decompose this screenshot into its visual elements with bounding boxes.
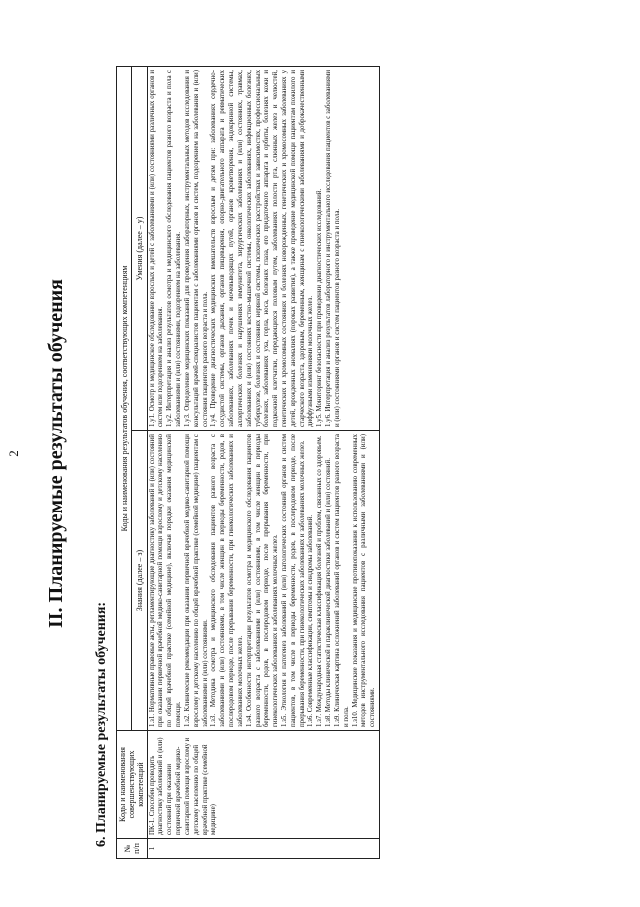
skill-item: 1.у5. Мониторинг безопасности при проведении диагностических исследований. xyxy=(316,188,324,427)
skill-item: 1.у3. Определение медицинских показаний для проведения лабораторных, инструментальных методов исследования и консультаций врачей-специалистов пациентам с заболеваниями органов и систем, подозрением на заболевания и (или) состояния пациентов разного возраста и пола. xyxy=(183,69,209,427)
knowledge-item: 1.з4. Особенности интерпретации результатов осмотра и медицинского обследования пациентов разного возраста с заболеваниями и (или) состояниями, в том числе женщин в периоды беременности, родов, в послеродовом периоде, после прерывания беременности, при гинекологических заболеваниях и заболеваниях молочных желез. xyxy=(245,434,280,727)
knowledge-cell xyxy=(147,431,380,731)
knowledge-item: 1.з9. Клиническая картина осложнений заболеваний органов и систем пациентов разного возраста и пола. xyxy=(333,434,350,727)
page-number: 2 xyxy=(6,450,21,457)
knowledge-item: 1.з6. Современные классификации, симптомы и синдромы заболеваний. xyxy=(307,514,315,727)
table-row xyxy=(147,66,380,858)
competence-cell xyxy=(147,731,380,839)
header-competence: Коды и наименования совершенствующих компетенций xyxy=(117,731,148,839)
knowledge-item: 1.з8. Методы клинической и параклинической диагностики заболеваний и (или) состояний. xyxy=(325,458,333,727)
table-header-row xyxy=(117,66,132,858)
knowledge-item: 1.з1. Нормативные правовые акты, регламентирующие диагностику заболеваний и (или) состояний при оказании первичной врачебной медико-санитарной помощи взрослому и детскому населению по общей врачебной практике (семейной медицине), включая порядки оказания медицинской помощи. xyxy=(148,434,183,727)
header-outcomes-group: Коды и наименования результатов обучения, соответствующих компетенциям xyxy=(117,66,132,730)
skill-item: 1.у1. Осмотр и медицинское обследование взрослых и детей с заболеваниями и (или) состояниями различных органов и систем или подозрением на заболевания. xyxy=(148,69,165,427)
skill-item: 1.у4. Проведение диагностических медицинских вмешательств взрослым и детям при: заболеваниях сердечно-сосудистой системы, органов дыхания, органов пищеварения, опорно-двигательного аппарата и ревматических заболеваниях, заболеваниях почек и мочевыводящих путей, органов кроветворения, эндокринной системы, аллергических болезнях и нарушениях иммунитета, хирургических заболеваниях и (или) состояниях, травмах, заболеваниях и (или) состояниях костно-мышечной системы, онкологических заболеваниях, инфекционных болезнях, туберкулезе, болезнях и состояниях нервной системы, психических расстройствах и зависимостях, профессиональных болезнях, заболеваниях уха, горла, носа, болезнях глаза, его придаточного аппарата и орбиты, болезнях кожи и подкожной клетчатки, передающихся половым путем, заболеваниях полости рта, слюнных желез и челюстей, генетических и хромосомных состояниях и болезнях новорожденных, генетических и хромосомных заболеваниях у детей, врожденных аномалиях (пороках развития), а также проведение медицинской помощи пациентам пожилого и старческого возраста, здоровым, беременным, женщинам с гинекологическими заболеваниями и доброкачественными диффузными изменениями молочных желез. xyxy=(210,69,315,427)
header-knowledge: Знания (далее – з) xyxy=(132,431,147,731)
row-number: 1 xyxy=(147,839,380,859)
skill-item: 1.у2. Интерпретация и анализ результатов осмотра и медицинского обследования пациентов разного возраста и пола с заболеваниями и (или) состояниями, подозрением на заболевания. xyxy=(166,69,183,427)
knowledge-item: 1.з2. Клинические рекомендации при оказании первичной врачебной медико-санитарной помощи взрослому и детскому населению по общей врачебной практике (семейной медицине) пациентам с заболеваниями и (или) состояниями. xyxy=(183,434,209,727)
section-title: II. Планируемые результаты обучения xyxy=(45,278,67,629)
header-skills: Умения (далее – у) xyxy=(132,66,147,430)
skill-item: 1.у6. Интерпретация и анализ результатов лабораторного и инструментального исследования пациентов с заболеваниями и (или) состояниями органов и систем пациентов разного возраста и пола. xyxy=(325,69,341,427)
knowledge-item: 1.з3. Методика осмотра и медицинского обследования пациентов разного возраста с заболеваниями и (или) состояниями, в том числе женщин в периоды беременности, родов, в послеродовом периоде, после прерывания беременности, при гинекологических заболеваниях и заболеваниях молочных желез. xyxy=(210,434,244,727)
skills-cell xyxy=(147,66,380,430)
knowledge-item: 1.з7. Международная статистическая классификация болезней и проблем, связанных со здоровьем. xyxy=(316,435,324,727)
learning-outcomes-table xyxy=(116,66,380,859)
knowledge-item: 1.з10. Медицинские показания и медицинские противопоказания к использованию современных методов инструментального исследования пациентов с различными заболеваниями и (или) состояниями. xyxy=(351,434,377,727)
header-num: № п/п xyxy=(117,839,148,859)
subsection-title: 6. Планируемые результаты обучения: xyxy=(94,601,109,847)
competence-text: ПК-1. Способен проводить диагностику заболеваний и (или) состояний при оказании первичной врачебной медико-санитарной помощи взрослому и детскому населению по общей врачебной практике (семейной медицине) xyxy=(148,737,218,835)
knowledge-item: 1.з5. Этиология и патогенез заболеваний и (или) патологических состояний органов и систем пациентов, в том числе в периоды беременности, родов, в послеродовом периоде, после прерывания беременности, при гинекологических заболеваниях и заболеваниях молочных желез. xyxy=(280,434,306,727)
